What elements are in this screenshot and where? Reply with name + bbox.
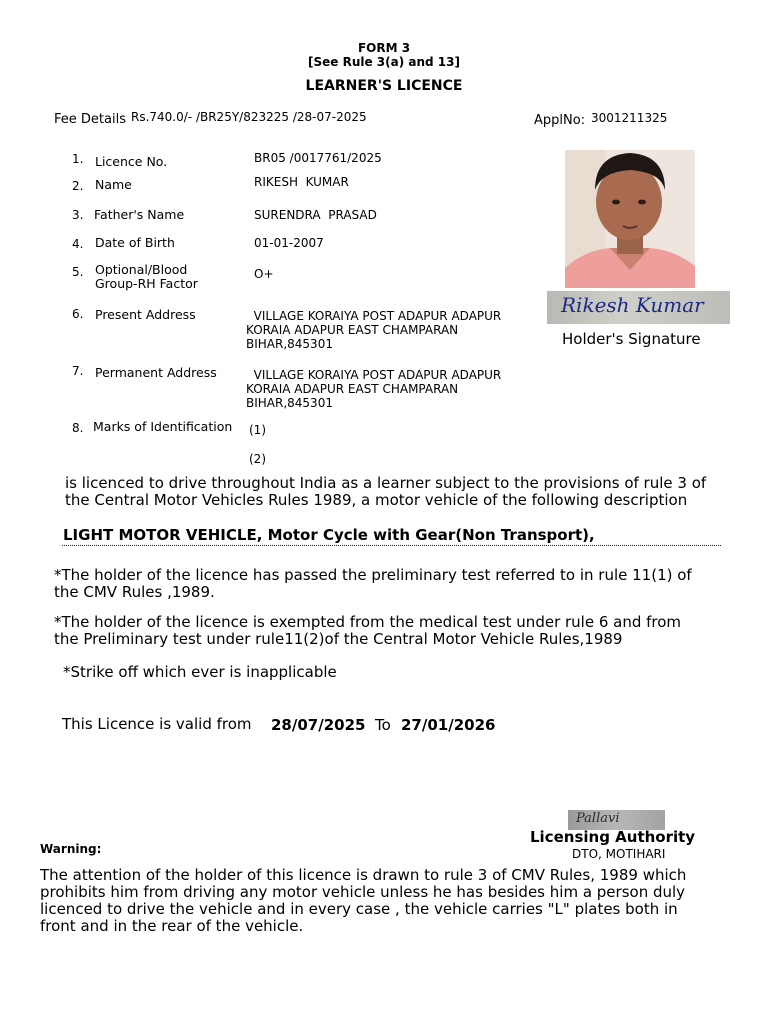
present-address-label: Present Address <box>95 307 196 322</box>
dotted-divider <box>62 545 721 546</box>
fee-value: Rs.740.0/- /BR25Y/823225 /28-07-2025 <box>131 110 367 124</box>
authority-office: DTO, MOTIHARI <box>572 847 666 861</box>
fee-label: Fee Details <box>54 112 126 127</box>
authority-signature <box>568 810 665 830</box>
blood-group-label-line2: Group-RH Factor <box>95 276 198 291</box>
strike-note: *Strike off which ever is inapplicable <box>63 663 337 681</box>
fathers-name-label: Father's Name <box>94 207 185 222</box>
field-number: 2. <box>72 179 84 193</box>
licence-statement-line1: is licenced to drive throughout India as a learner subject to the provisions of rule 3 of <box>65 474 707 492</box>
present-address-line: VILLAGE KORAIYA POST ADAPUR ADAPUR <box>246 309 502 323</box>
validity-label: This Licence is valid from <box>62 715 252 733</box>
field-number: 4. <box>72 237 84 251</box>
licence-no-value: BR05 /0017761/2025 <box>254 151 382 165</box>
appl-label: ApplNo: <box>534 113 586 128</box>
signature-caption: Holder's Signature <box>562 330 701 348</box>
blood-group-label-line1: Optional/Blood <box>95 262 188 277</box>
dob-value: 01-01-2007 <box>254 236 324 250</box>
permanent-address-line: VILLAGE KORAIYA POST ADAPUR ADAPUR <box>246 368 502 382</box>
mark-1: (1) <box>249 423 266 437</box>
field-number: 5. <box>72 265 84 279</box>
permanent-address-line: BIHAR,845301 <box>246 396 333 410</box>
blood-group-value: O+ <box>254 267 274 281</box>
fathers-name-value: SURENDRA PRASAD <box>254 208 377 222</box>
vehicle-class: LIGHT MOTOR VEHICLE, Motor Cycle with Gear(Non Transport), <box>63 526 595 544</box>
form-number: FORM 3 <box>357 41 411 55</box>
permanent-address-line: KORAIA ADAPUR EAST CHAMPARAN <box>246 382 459 396</box>
holder-photo <box>565 150 695 288</box>
field-number: 1. <box>72 152 84 166</box>
page-title: LEARNER'S LICENCE <box>305 78 463 94</box>
warning-line4: front and in the rear of the vehicle. <box>40 917 304 935</box>
licence-statement-line2: the Central Motor Vehicles Rules 1989, a motor vehicle of the following description <box>65 491 688 509</box>
rule-reference: [See Rule 3(a) and 13] <box>308 55 460 69</box>
valid-to-date: 27/01/2026 <box>401 716 496 734</box>
exempt-line1: *The holder of the licence is exempted from the medical test under rule 6 and from <box>54 613 682 631</box>
passed-test-line1: *The holder of the licence has passed the preliminary test referred to in rule 11(1) of <box>54 566 692 584</box>
name-label: Name <box>95 177 132 192</box>
valid-from-date: 28/07/2025 <box>271 716 366 734</box>
permanent-address-label: Permanent Address <box>95 365 217 380</box>
authority-signature-text: Pallavi <box>576 811 620 826</box>
warning-line3: licenced to drive the vehicle and in every case , the vehicle carries "L" plates both in <box>40 900 678 918</box>
passed-test-line2: the CMV Rules ,1989. <box>54 583 215 601</box>
appl-value: 3001211325 <box>591 111 668 125</box>
holder-signature <box>547 291 730 324</box>
field-number: 6. <box>72 307 84 321</box>
field-number: 3. <box>72 208 84 222</box>
dob-label: Date of Birth <box>95 235 175 250</box>
present-address-line: KORAIA ADAPUR EAST CHAMPARAN <box>246 323 459 337</box>
authority-title: Licensing Authority <box>530 828 696 846</box>
holder-signature-text: Rikesh Kumar <box>561 293 704 317</box>
warning-line1: The attention of the holder of this licence is drawn to rule 3 of CMV Rules, 1989 which <box>40 866 687 884</box>
field-number: 7. <box>72 364 84 378</box>
valid-to-label: To <box>375 716 391 734</box>
holder-photo-icon <box>565 150 695 288</box>
name-value: RIKESH KUMAR <box>254 175 349 189</box>
exempt-line2: the Preliminary test under rule11(2)of the Central Motor Vehicle Rules,1989 <box>54 630 623 648</box>
licence-no-label: Licence No. <box>95 154 168 169</box>
marks-label: Marks of Identification <box>93 419 233 434</box>
present-address-line: BIHAR,845301 <box>246 337 333 351</box>
warning-label: Warning: <box>40 842 102 856</box>
mark-2: (2) <box>249 452 266 466</box>
field-number: 8. <box>72 421 84 435</box>
warning-line2: prohibits him from driving any motor vehicle unless he has besides him a person duly <box>40 883 686 901</box>
